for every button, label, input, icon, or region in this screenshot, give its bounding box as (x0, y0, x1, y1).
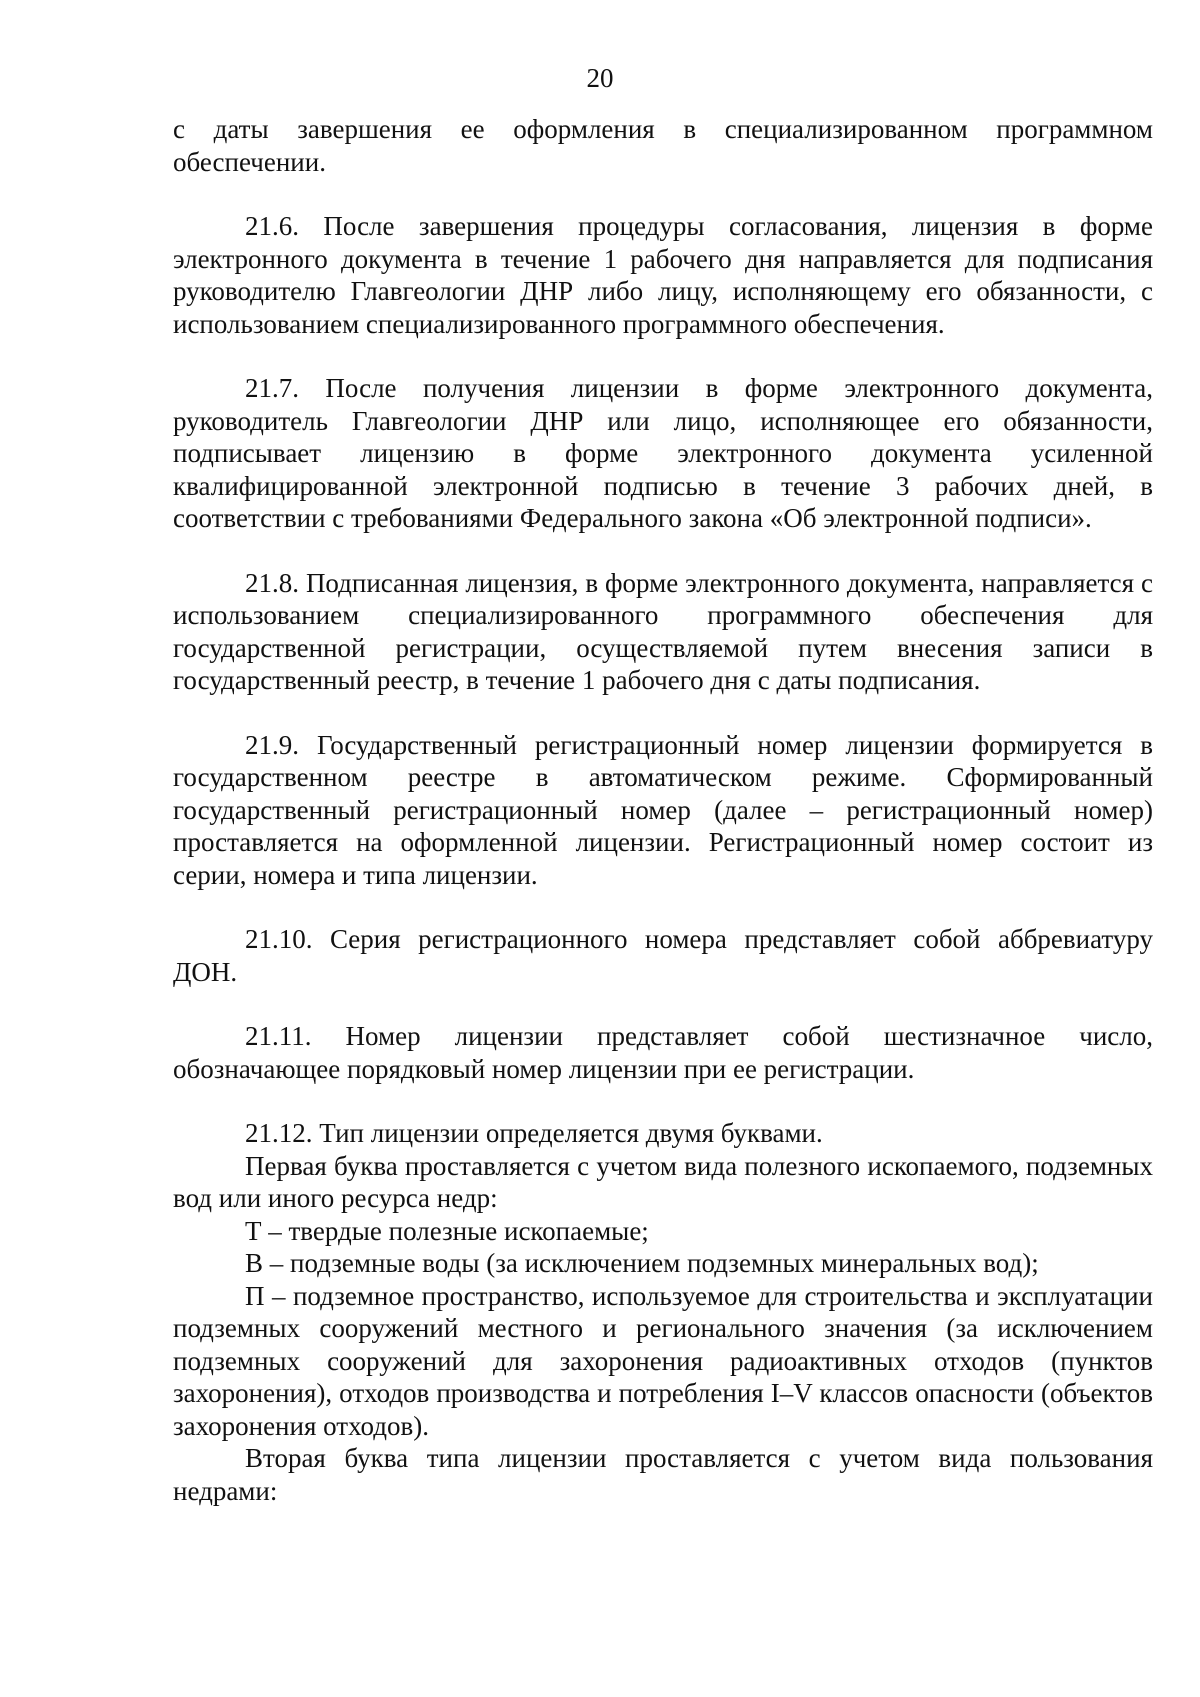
paragraph-21-6: 21.6. После завершения процедуры согласования, лицензия в форме электронного документа в течение 1 рабочего дня направляется для подписания руководителю Главгеологии ДНР либо лицу, исполняющему его обязанности, с использованием специализированного программного обеспечения. (173, 211, 1153, 339)
list-item-t: Т – твердые полезные ископаемые; (245, 1215, 649, 1246)
paragraph-continuation: с даты завершения ее оформления в специализированном программном обеспечении. (173, 114, 1153, 177)
paragraph-21-12: 21.12. Тип лицензии определяется двумя буквами. (245, 1118, 823, 1148)
paragraph-21-11: 21.11. Номер лицензии представляет собой шестизначное число, обозначающее порядковый номер лицензии при ее регистрации. (173, 1021, 1153, 1084)
paragraph-second-letter: Вторая буква типа лицензии проставляется с учетом вида пользования недрами: (173, 1443, 1153, 1506)
list-item-p: П – подземное пространство, используемое для строительства и эксплуатации подземных сооружений местного и регионального значения (за исключением подземных сооружений для захоронения радиоактивных отходов (пунктов захоронения), отходов производства и потребления I–V классов опасности (объектов захоронения отходов). (173, 1280, 1153, 1441)
paragraph-21-8: 21.8. Подписанная лицензия, в форме электронного документа, направляется с использованием специализированного программного обеспечения для государственной регистрации, осуществляемой путем внесения записи в государственный реестр, в течение 1 рабочего дня с даты подписания. (173, 567, 1153, 695)
paragraph-21-9: 21.9. Государственный регистрационный номер лицензии формируется в государственном реестре в автоматическом режиме. Сформированный государственный регистрационный номер (далее – регистрационный номер) проставляется на оформленной лицензии. Регистрационный номер состоит из серии, номера и типа лицензии. (173, 729, 1153, 890)
document-body (173, 113, 1153, 1507)
paragraph-21-10: 21.10. Серия регистрационного номера представляет собой аббревиатуру ДОН. (173, 924, 1153, 987)
paragraph-21-7: 21.7. После получения лицензии в форме электронного документа, руководитель Главгеологии ДНР или лицо, исполняющее его обязанности, подписывает лицензию в форме электронного документа усиленной квалифицированной электронной подписью в течение 3 рабочих дней, в соответствии с требованиями Федерального закона «Об электронной подписи». (173, 373, 1153, 533)
list-item-v: В – подземные воды (за исключением подземных минеральных вод); (245, 1248, 1039, 1278)
page-number: 20 (586, 63, 614, 93)
paragraph-first-letter: Первая буква проставляется с учетом вида полезного ископаемого, подземных вод или иного ресурса недр: (173, 1150, 1153, 1213)
